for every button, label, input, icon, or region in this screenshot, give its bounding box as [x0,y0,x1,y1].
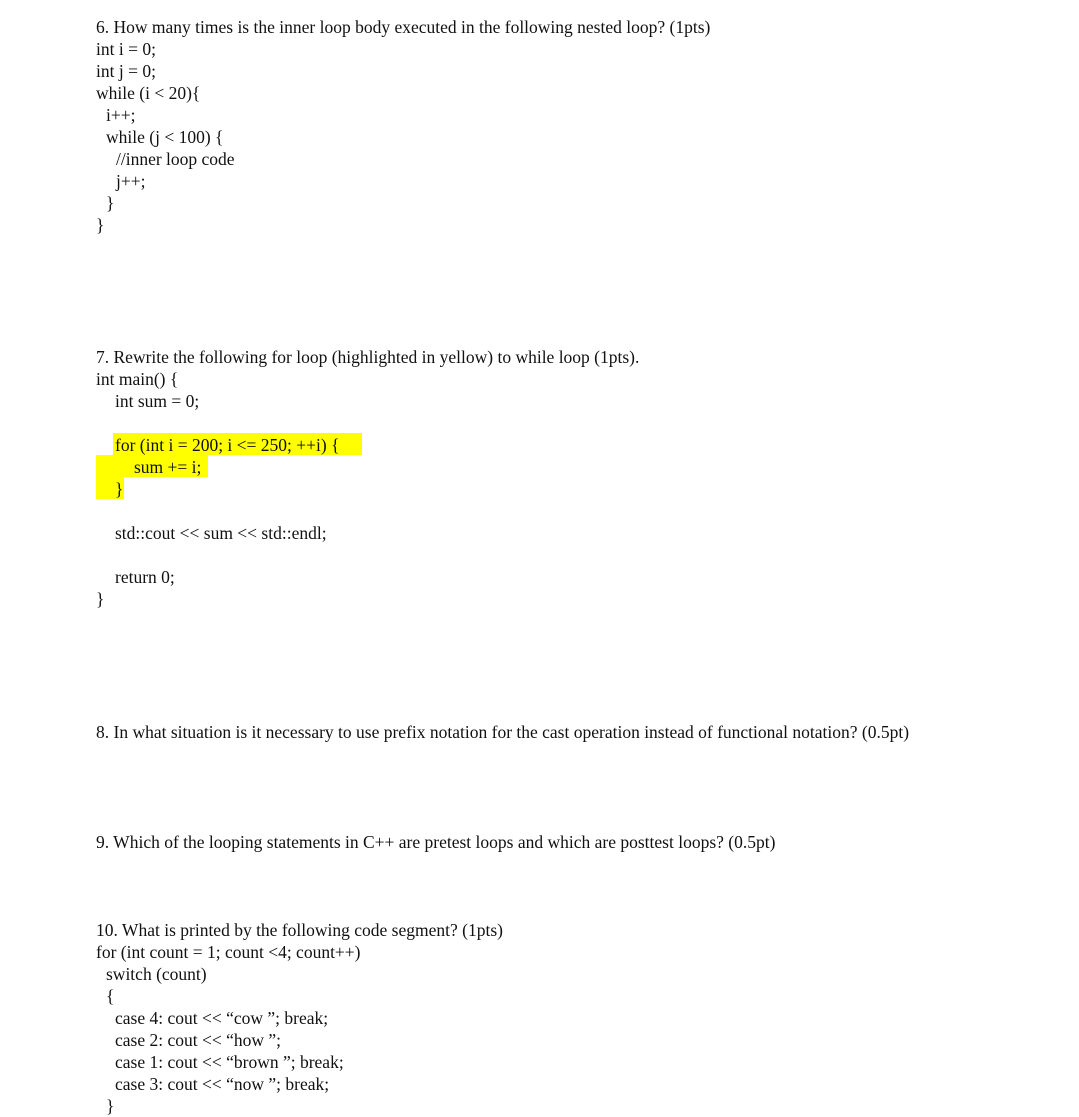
question-6-text: 6. How many times is the inner loop body executed in the following nested loop? (1pts) [96,17,711,37]
question-7-text: 7. Rewrite the following for loop (highlighted in yellow) to while loop (1pts). [96,347,640,367]
q7-code-line-4: sum += i; [134,457,202,477]
q7-code-line-5: } [115,479,124,499]
q7-code-line-6: std::cout << sum << std::endl; [115,523,327,543]
q7-code-line-7: return 0; [115,567,175,587]
q7-code-line-3: for (int i = 200; i <= 250; ++i) { [115,435,340,455]
q7-code-line-8: } [96,589,105,609]
q7-code-line-1: int main() { [96,369,179,389]
q10-code-line-8: } [106,1096,115,1116]
question-9-text: 9. Which of the looping statements in C++ are pretest loops and which are posttest loops? (0.5pt) [96,832,776,852]
q7-code-line-2: int sum = 0; [115,391,200,411]
question-10-text: 10. What is printed by the following code segment? (1pts) [96,920,503,940]
q6-code-line-7: j++; [116,171,146,191]
question-8-text: 8. In what situation is it necessary to use prefix notation for the cast operation instead of functional notation? (0.5pt) [96,722,910,742]
q10-code-line-7: case 3: cout << “now ”; break; [115,1074,330,1094]
q6-code-line-3: while (i < 20){ [96,83,201,103]
q6-code-line-8: } [106,193,115,213]
q10-code-line-5: case 2: cout << “how ”; [115,1030,282,1050]
q6-code-line-5: while (j < 100) { [106,127,224,147]
q6-code-line-4: i++; [106,105,136,125]
q6-code-line-2: int j = 0; [96,61,156,81]
q6-code-line-6: //inner loop code [116,149,235,169]
q10-code-line-6: case 1: cout << “brown ”; break; [115,1052,344,1072]
q10-code-line-2: switch (count) [106,964,207,984]
q10-code-line-4: case 4: cout << “cow ”; break; [115,1008,329,1028]
q10-code-line-1: for (int count = 1; count <4; count++) [96,942,361,962]
q10-code-line-3: { [106,986,115,1006]
q6-code-line-9: } [96,215,105,235]
q6-code-line-1: int i = 0; [96,39,156,59]
